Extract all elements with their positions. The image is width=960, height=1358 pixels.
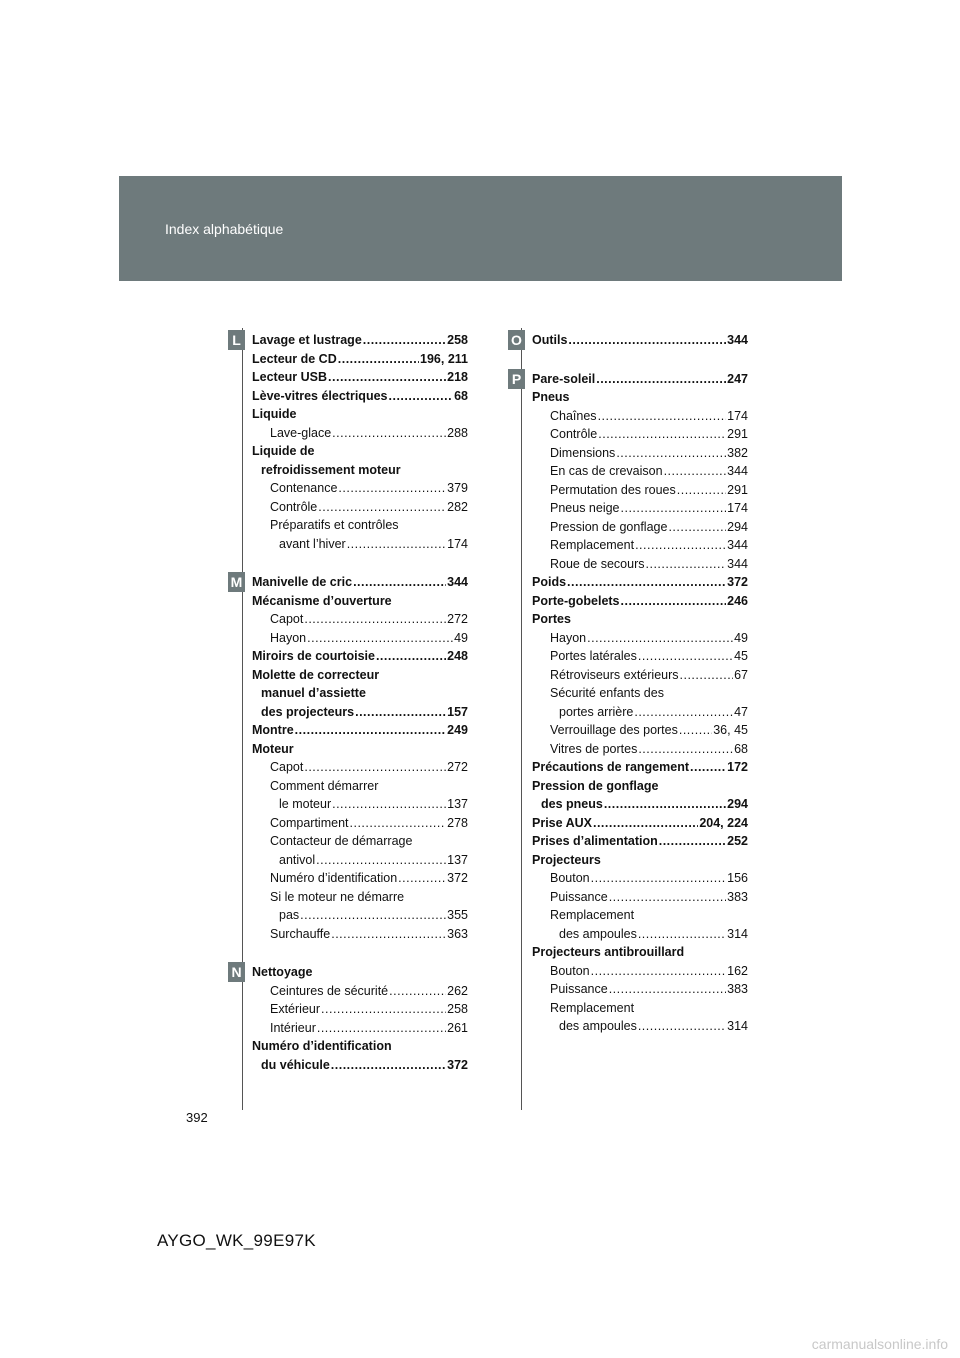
index-entry (532, 592, 748, 611)
entry-page: 247 (727, 371, 748, 386)
index-entry (532, 573, 748, 592)
entry-page: 288 (447, 425, 468, 440)
entry-term: Contenance (270, 481, 338, 495)
dot-leader (353, 573, 446, 592)
index-entry: Si le moteur ne démarre (270, 889, 405, 904)
entry-page: 49 (734, 630, 748, 645)
watermark: carmanualsonline.info (811, 1336, 948, 1352)
entry-page: 174 (727, 501, 748, 515)
entry-term: Surchauffe (270, 926, 331, 941)
entry-page: 294 (727, 519, 748, 534)
dot-leader (331, 1056, 446, 1075)
index-entry (252, 350, 468, 369)
dot-leader (679, 721, 712, 740)
entry-page: 344 (727, 333, 748, 347)
dot-leader (567, 573, 726, 592)
index-entry: Numéro d’identification (252, 1039, 392, 1053)
dot-leader (621, 499, 727, 518)
index-entry (252, 703, 468, 722)
dot-leader (635, 536, 726, 555)
index-entry (532, 740, 748, 759)
index-entry (532, 666, 748, 685)
index-entry: Mécanisme d’ouverture (252, 593, 392, 608)
dot-leader (638, 647, 733, 666)
entry-term: Hayon (270, 630, 307, 645)
entry-term: Bouton (550, 963, 590, 978)
dot-leader (690, 758, 726, 777)
entry-term: Lève-vitres électriques (252, 388, 388, 403)
dot-leader (318, 498, 446, 517)
entry-term: Lave-glace (270, 425, 332, 440)
entry-page: 383 (727, 982, 748, 996)
index-entry: Préparatifs et contrôles (270, 518, 399, 532)
index-entry (532, 1017, 748, 1036)
dot-leader (317, 1019, 446, 1038)
index-entry: Pression de gonflage (532, 778, 659, 793)
entry-page: 262 (447, 983, 468, 998)
entry-term: Capot (270, 612, 304, 626)
dot-leader (609, 980, 726, 999)
entry-term: Rétroviseurs extérieurs (550, 667, 679, 682)
index-entry: Moteur (252, 741, 294, 756)
entry-term: du véhicule (261, 1057, 330, 1072)
dot-leader (598, 407, 727, 426)
entry-page: 382 (727, 445, 748, 460)
index-entry (532, 629, 748, 648)
dot-leader (338, 350, 419, 369)
entry-term: Chaînes (550, 408, 597, 423)
dot-leader (328, 368, 446, 387)
index-entry (532, 499, 748, 518)
index-section-n (228, 963, 468, 1074)
dot-leader (591, 962, 727, 981)
index-section-m (228, 573, 468, 943)
dot-leader (609, 888, 726, 907)
section-letter-l: L (228, 330, 245, 350)
entry-term: Numéro d’identification (270, 871, 398, 885)
dot-leader (331, 925, 446, 944)
entry-term: portes arrière (559, 704, 634, 719)
dot-leader (376, 647, 446, 666)
dot-leader (664, 462, 727, 481)
entry-term: pas (279, 908, 300, 922)
entry-term: des ampoules (559, 926, 637, 941)
entry-page: 372 (447, 871, 468, 885)
entry-term: antivol (279, 852, 316, 867)
index-entry (532, 869, 748, 888)
index-entry (532, 980, 748, 999)
entry-term: des ampoules (559, 1019, 637, 1033)
entry-term: Verrouillage des portes (550, 723, 678, 737)
index-entry (532, 962, 748, 981)
index-entry: Remplacement (550, 908, 635, 922)
index-entry (532, 703, 748, 722)
entry-term: Permutation des roues (550, 482, 676, 497)
entry-page: 344 (727, 464, 748, 478)
index-section-o (508, 331, 748, 350)
entry-term: Lecteur USB (252, 370, 328, 384)
entry-page: 137 (447, 797, 468, 811)
section-letter-m: M (228, 572, 245, 592)
entry-term: Intérieur (270, 1020, 316, 1035)
dot-leader (604, 795, 726, 814)
entry-page: 174 (727, 408, 748, 423)
index-entry (532, 814, 748, 833)
entry-term: Ceintures de sécurité (270, 983, 389, 998)
entry-page: 258 (447, 333, 468, 347)
index-entry: Projecteurs (532, 852, 601, 867)
index-section-l (228, 331, 468, 553)
entry-page: 45 (734, 649, 748, 663)
entry-page: 278 (447, 815, 468, 830)
index-entry (252, 647, 468, 666)
entry-page: 47 (734, 704, 748, 719)
entry-term: Puissance (550, 982, 608, 996)
index-entry (532, 721, 748, 740)
entry-term: Bouton (550, 871, 590, 885)
entry-page: 252 (727, 834, 748, 848)
index-entry: Liquide de (252, 444, 315, 458)
entry-term: Portes latérales (550, 649, 637, 663)
entry-term: Roue de secours (550, 556, 645, 571)
entry-term: En cas de crevaison (550, 464, 663, 478)
entry-page: 383 (727, 889, 748, 904)
dot-leader (355, 703, 446, 722)
index-entry (252, 629, 468, 648)
entry-term: Outils (532, 333, 568, 347)
index-entry (252, 982, 468, 1001)
entry-page: 218 (447, 370, 468, 384)
index-entry (252, 610, 468, 629)
header-title: Index alphabétique (165, 221, 284, 237)
index-entry (532, 795, 748, 814)
entry-page: 67 (734, 667, 748, 682)
index-entry (532, 647, 748, 666)
index-entry (252, 479, 468, 498)
section-letter-o: O (508, 330, 525, 350)
entry-page: 272 (447, 760, 468, 774)
dot-leader (389, 387, 454, 406)
dot-leader (398, 869, 446, 888)
index-entry (532, 555, 748, 574)
index-section-p (508, 370, 748, 1036)
dot-leader (591, 869, 727, 888)
dot-leader (621, 592, 727, 611)
dot-leader (616, 444, 726, 463)
entry-term: Précautions de rangement (532, 760, 689, 774)
entry-term: Pneus neige (550, 501, 620, 515)
index-entry (532, 462, 748, 481)
entry-page: 344 (727, 538, 748, 552)
dot-leader (347, 535, 446, 554)
entry-page: 68 (454, 388, 468, 403)
entry-page: 68 (734, 741, 748, 756)
entry-page: 174 (447, 536, 468, 551)
entry-term: Extérieur (270, 1002, 321, 1016)
dot-leader (338, 479, 446, 498)
index-entry (252, 721, 468, 740)
entry-term: Pression de gonflage (550, 519, 668, 534)
index-entry (532, 425, 748, 444)
dot-leader (659, 832, 726, 851)
entry-page: 204, 224 (699, 815, 748, 830)
entry-term: Vitres de portes (550, 741, 638, 756)
entry-term: Hayon (550, 630, 587, 645)
index-entry (532, 832, 748, 851)
entry-page: 344 (447, 575, 468, 589)
dot-leader (350, 814, 447, 833)
dot-leader (638, 925, 726, 944)
index-entry (252, 498, 468, 517)
dot-leader (638, 740, 733, 759)
entry-page: 156 (727, 871, 748, 885)
dot-leader (646, 555, 727, 574)
entry-page: 261 (447, 1020, 468, 1035)
entry-page: 372 (447, 1057, 468, 1072)
entry-page: 355 (447, 908, 468, 922)
dot-leader (295, 721, 446, 740)
entry-term: Porte-gobelets (532, 593, 620, 608)
entry-term: Remplacement (550, 538, 635, 552)
entry-term: Dimensions (550, 445, 616, 460)
dot-leader (668, 518, 726, 537)
entry-page: 258 (447, 1002, 468, 1016)
entry-page: 272 (447, 612, 468, 626)
entry-term: Prises d’alimentation (532, 834, 658, 848)
dot-leader (593, 814, 698, 833)
index-entry (252, 869, 468, 888)
entry-page: 196, 211 (420, 351, 468, 366)
dot-leader (321, 1000, 446, 1019)
index-entry (252, 925, 468, 944)
index-entry (532, 444, 748, 463)
document-code: AYGO_WK_99E97K (157, 1231, 316, 1250)
index-entry (532, 536, 748, 555)
dot-leader (307, 629, 453, 648)
entry-page: 249 (447, 723, 468, 737)
index-entry (532, 370, 748, 389)
entry-term: des projecteurs (261, 704, 355, 719)
entry-page: 246 (727, 593, 748, 608)
dot-leader (587, 629, 733, 648)
index-column-left (228, 331, 468, 1094)
index-entry (252, 331, 468, 350)
index-entry (252, 1000, 468, 1019)
entry-term: Lecteur de CD (252, 351, 337, 366)
index-entry (252, 573, 468, 592)
dot-leader (677, 481, 726, 500)
entry-page: 157 (447, 704, 468, 719)
section-letter-n: N (228, 962, 245, 982)
index-column-right (508, 331, 748, 1056)
index-entry: Pneus (532, 390, 570, 404)
index-entry (252, 814, 468, 833)
entry-page: 291 (727, 482, 748, 497)
page-header (119, 176, 842, 281)
index-entry: Liquide (252, 407, 297, 421)
index-entry (532, 888, 748, 907)
entry-page: 36, 45 (713, 723, 748, 737)
entry-term: le moteur (279, 797, 332, 811)
entry-term: des pneus (541, 797, 603, 811)
index-entry: Comment démarrer (270, 778, 379, 793)
entry-term: Contrôle (550, 427, 598, 441)
entry-page: 282 (447, 499, 468, 514)
entry-term: Miroirs de courtoisie (252, 649, 375, 663)
entry-term: avant l’hiver (279, 536, 346, 551)
entry-page: 248 (447, 649, 468, 663)
section-letter-p: P (508, 369, 525, 389)
entry-term: Puissance (550, 889, 608, 904)
index-entry: Molette de correcteur (252, 667, 380, 682)
entry-term: Capot (270, 760, 304, 774)
dot-leader (596, 370, 726, 389)
entry-term: Lavage et lustrage (252, 333, 362, 347)
index-entry (252, 387, 468, 406)
index-entry: Portes (532, 612, 571, 626)
dot-leader (300, 906, 446, 925)
entry-page: 49 (454, 630, 468, 645)
index-entry: refroidissement moteur (261, 462, 401, 477)
entry-page: 162 (727, 963, 748, 978)
entry-term: Contrôle (270, 499, 318, 514)
index-entry (252, 368, 468, 387)
index-entry (532, 481, 748, 500)
index-entry (532, 758, 748, 777)
dot-leader (363, 331, 446, 350)
index-entry (252, 906, 468, 925)
index-entry: Sécurité enfants des (550, 686, 664, 700)
entry-term: Poids (532, 575, 567, 589)
index-entry: Projecteurs antibrouillard (532, 945, 685, 959)
index-entry (532, 331, 748, 350)
index-entry (532, 925, 748, 944)
dot-leader (389, 982, 446, 1001)
dot-leader (332, 795, 446, 814)
entry-term: Montre (252, 723, 294, 737)
entry-page: 344 (727, 556, 748, 571)
entry-page: 291 (727, 427, 748, 441)
index-entry (252, 851, 468, 870)
dot-leader (316, 851, 446, 870)
index-entry (252, 1019, 468, 1038)
dot-leader (332, 424, 446, 443)
entry-page: 294 (727, 797, 748, 811)
index-entry (252, 535, 468, 554)
index-entry (532, 518, 748, 537)
index-entry: Nettoyage (252, 965, 313, 979)
entry-page: 363 (447, 926, 468, 941)
index-entry (532, 407, 748, 426)
index-entry (252, 795, 468, 814)
dot-leader (568, 331, 726, 350)
dot-leader (598, 425, 726, 444)
dot-leader (680, 666, 734, 685)
entry-page: 379 (447, 481, 468, 495)
index-entry (252, 758, 468, 777)
dot-leader (304, 610, 446, 629)
entry-page: 314 (727, 1019, 748, 1033)
entry-page: 172 (727, 760, 748, 774)
entry-term: Manivelle de cric (252, 575, 353, 589)
index-entry: manuel d’assiette (261, 686, 366, 700)
entry-term: Pare-soleil (532, 371, 596, 386)
entry-term: Prise AUX (532, 815, 592, 830)
index-entry: Remplacement (550, 1000, 635, 1015)
entry-page: 372 (727, 575, 748, 589)
page-number: 392 (186, 1110, 208, 1125)
index-entry (252, 424, 468, 443)
dot-leader (638, 1017, 726, 1036)
index-entry: Contacteur de démarrage (270, 834, 413, 848)
index-entry (252, 1056, 468, 1075)
entry-page: 137 (447, 852, 468, 867)
dot-leader (634, 703, 733, 722)
entry-page: 314 (727, 926, 748, 941)
entry-term: Compartiment (270, 815, 349, 830)
dot-leader (304, 758, 446, 777)
